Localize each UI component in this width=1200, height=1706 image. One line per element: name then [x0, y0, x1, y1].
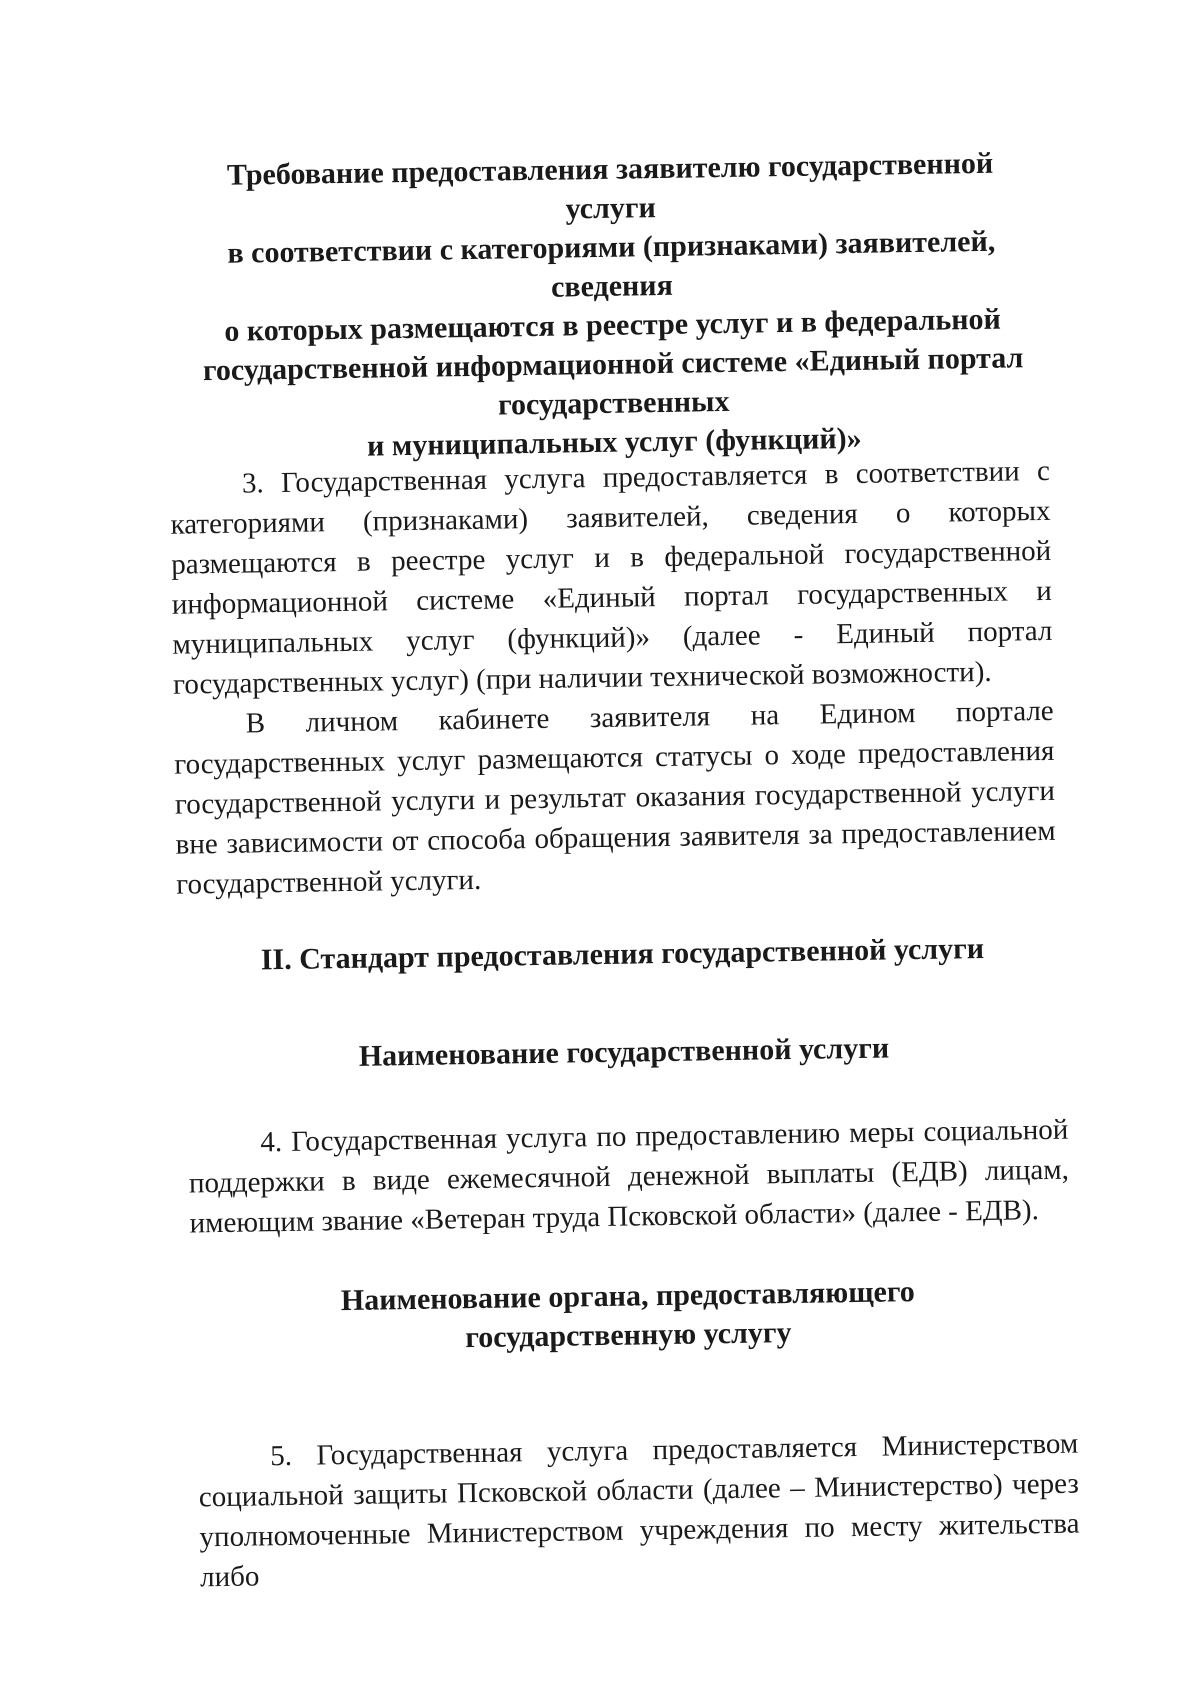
paragraph-4: 4. Государственная услуга по предоставлению меры социальной поддержки в виде ежемесячной денежной выплаты (ЕДВ) лицам, имеющим звание «Ветеран труда Псковской области» (далее - ЕДВ).	[188, 1113, 1070, 1240]
document-title	[180, 143, 1045, 468]
organ-heading-line: Наименование органа, предоставляющего	[340, 1275, 915, 1318]
title-line: Требование предоставления заявителю государственной услуги	[226, 146, 994, 226]
paragraph-5-block	[198, 1424, 1080, 1598]
section-heading: II. Стандарт предоставления государственной услуги	[260, 931, 985, 977]
title-line: о которых размещаются в реестре услуг и в федеральной	[224, 302, 1002, 348]
paragraph-4-block	[188, 1110, 1070, 1244]
service-name-heading: Наименование государственной услуги	[358, 1031, 890, 1073]
paragraph-3: 3. Государственная услуга предоставляется в соответствии с категориями (признаками) заявителей, сведения о которых размещаются в реестре услуг и в федеральной государственной информационной системе «Единый портал государственных и муниципальных услуг (функций)» (далее - Единый портал государственных услуг) (при наличии технической возможности).	[170, 454, 1053, 701]
paragraph-3-block	[170, 451, 1057, 905]
paragraph-3-personal-cabinet: В личном кабинете заявителя на Едином портале государственных услуг размещаются статусы о ходе предоставления государственной услуги и результат оказания государственной услуги вне зависимости от способа обращения заявителя за предоставлением государственной услуги.	[174, 694, 1056, 901]
organ-heading-line: государственную услугу	[465, 1316, 792, 1355]
organ-heading	[188, 1270, 1069, 1362]
title-line: в соответствии с категориями (признаками) заявителей, сведения	[227, 224, 996, 304]
paragraph-5: 5. Государственная услуга предоставляется Министерством социальной защиты Псковской области (далее – Министерство) через уполномоченные Министерством учреждения по месту жительства либо	[198, 1427, 1080, 1594]
title-line: государственной информационной системе «Единый портал	[202, 341, 1024, 388]
title-line: государственных	[497, 384, 730, 422]
title-line: и муниципальных услуг (функций)»	[366, 421, 862, 463]
